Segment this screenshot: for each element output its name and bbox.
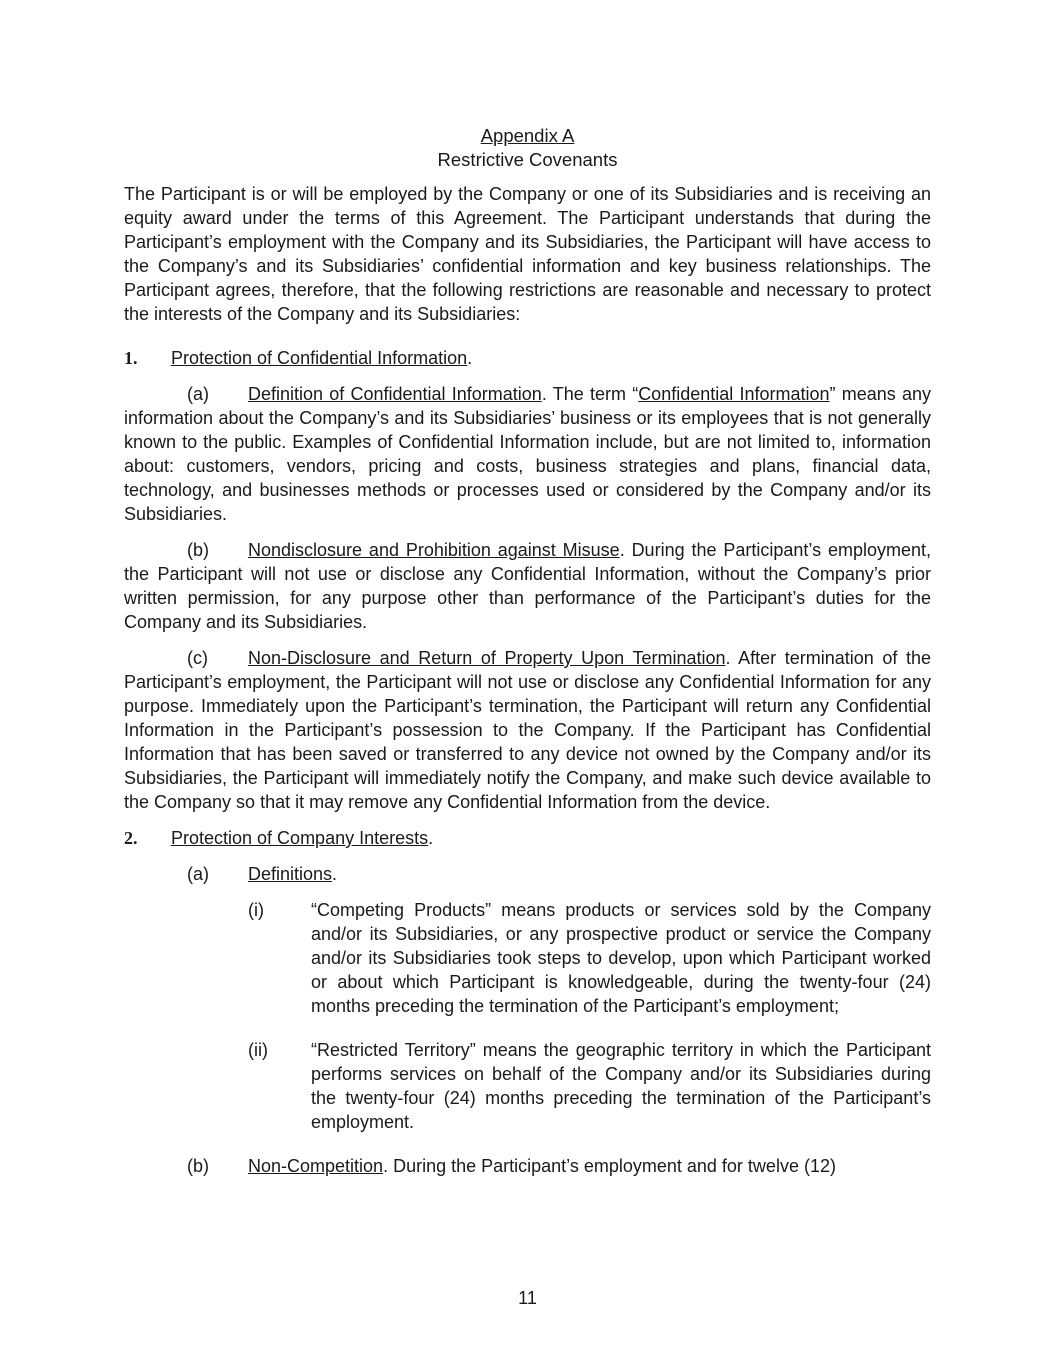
section-1a-term: Confidential Information (638, 384, 830, 404)
section-1-heading: 1. Protection of Confidential Information. (124, 348, 473, 368)
section-2-number: 2. (124, 828, 138, 848)
section-2a-i-label: (i) (248, 900, 264, 920)
section-1a-text-pre: The term “ (552, 384, 639, 404)
section-1c-label: (c) (187, 648, 208, 668)
intro-paragraph: The Participant is or will be employed by the Company or one of its Subsidiaries and is receiving an equity award under the terms of this Agreement. The Participant understands that during the Participant’s employment with the Company and its Subsidiaries, the Participant will have access to the Company’s and its Subsidiaries’ confidential information and key business relationships. The Participant agrees, therefore, that the following restrictions are reasonable and necessary to protect the interests of the Company and its Subsidiaries: (124, 184, 931, 324)
section-2-heading: 2. Protection of Company Interests. (124, 828, 434, 848)
section-2a-title: Definitions (248, 864, 333, 884)
section-1c-paragraph: (c) Non-Disclosure and Return of Property Upon Termination. After termination of the Participant’s employment, the Participant will not use or disclose any Confidential Information for any purpose. Immediately upon the Participant’s termination, the Participant will return any Confidential Information in the Participant’s possession to the Company. If the Participant has Confidential Information that has been saved or transferred to any device not owned by the Company and/or its Subsidiaries, the Participant will immediately notify the Company, and make such device available to the Company so that it may remove any Confidential Information from the device. (124, 648, 932, 812)
section-2b-text: During the Participant’s employment and for twelve (12) (393, 1156, 836, 1176)
section-1c-text: After termination of the Participant’s employment, the Participant will not use or disclose any Confidential Information for any purpose. Immediately upon the Participant’s termination, the Participant will return any Confidential Information in the Participant’s possession to the Company. If the Participant has Confidential Information that has been saved or transferred to any device not owned by the Company and/or its Subsidiaries, the Participant will immediately notify the Company, and make such device available to the Company so that it may remove any Confidential Information from the device. (124, 648, 932, 812)
section-1b-label: (b) (187, 540, 209, 560)
section-2a-label: (a) (187, 864, 209, 884)
appendix-header (124, 124, 931, 172)
section-2a-ii-item (124, 1038, 931, 1134)
section-2-title: Protection of Company Interests (171, 828, 429, 848)
section-1b-heading: Nondisclosure and Prohibition against Misuse (248, 540, 620, 560)
appendix-title: Appendix A (480, 125, 575, 146)
section-1a-heading: Definition of Confidential Information (248, 384, 542, 404)
section-2b-heading: (b) Non-Competition. During the Participant’s employment and for twelve (12) (187, 1156, 836, 1176)
section-1a-label: (a) (187, 384, 209, 404)
appendix-subtitle: Restrictive Covenants (437, 149, 618, 170)
section-2b-label: (b) (187, 1156, 209, 1176)
section-1a-text-post: ” means any information about the Company’s and its Subsidiaries’ business or its employees that is not generally known to the public. Examples of Confidential Information include, but are not limited to, information about: customers, vendors, pricing and costs, business strategies and plans, financial data, technology, and businesses methods or processes used or considered by the Company and/or its Subsidiaries. (124, 384, 931, 524)
section-2a-i-item (124, 898, 931, 1018)
section-1c-heading: Non-Disclosure and Return of Property Upon Termination (248, 648, 726, 668)
section-1b-text: During the Participant’s employment, the Participant will not use or disclose any Confidential Information, without the Company’s prior written permission, for any purpose other than performance of the Participant’s duties for the Company and its Subsidiaries. (124, 540, 931, 632)
section-2a-ii-label: (ii) (248, 1040, 268, 1060)
section-2a-ii-text: “Restricted Territory” means the geographic territory in which the Participant performs services on behalf of the Company and/or its Subsidiaries during the twenty-four (24) months preceding the termination of the Participant’s employment. (311, 1040, 931, 1132)
section-1b-paragraph: (b) Nondisclosure and Prohibition against Misuse. During the Participant’s employment, the Participant will not use or disclose any Confidential Information, without the Company’s prior written permission, for any purpose other than performance of the Participant’s duties for the Company and its Subsidiaries. (124, 540, 931, 632)
document-page (124, 124, 931, 1178)
section-2b-title: Non-Competition (248, 1156, 384, 1176)
page-number: 11 (518, 1288, 537, 1308)
section-1-title: Protection of Confidential Information (171, 348, 468, 368)
section-2a-i-text: “Competing Products” means products or services sold by the Company and/or its Subsidiaries, or any prospective product or service the Company and/or its Subsidiaries took steps to develop, upon which Participant worked or about which Participant is knowledgeable, during the twenty-four (24) months preceding the termination of the Participant’s employment; (311, 900, 931, 1016)
section-1-number: 1. (124, 348, 138, 368)
section-1a-paragraph: (a) Definition of Confidential Information. The term “Confidential Information” means any information about the Company’s and its Subsidiaries’ business or its employees that is not generally known to the public. Examples of Confidential Information include, but are not limited to, information about: customers, vendors, pricing and costs, business strategies and plans, financial data, technology, and businesses methods or processes used or considered by the Company and/or its Subsidiaries. (124, 384, 931, 524)
section-2a-heading: (a) Definitions. (187, 864, 338, 884)
